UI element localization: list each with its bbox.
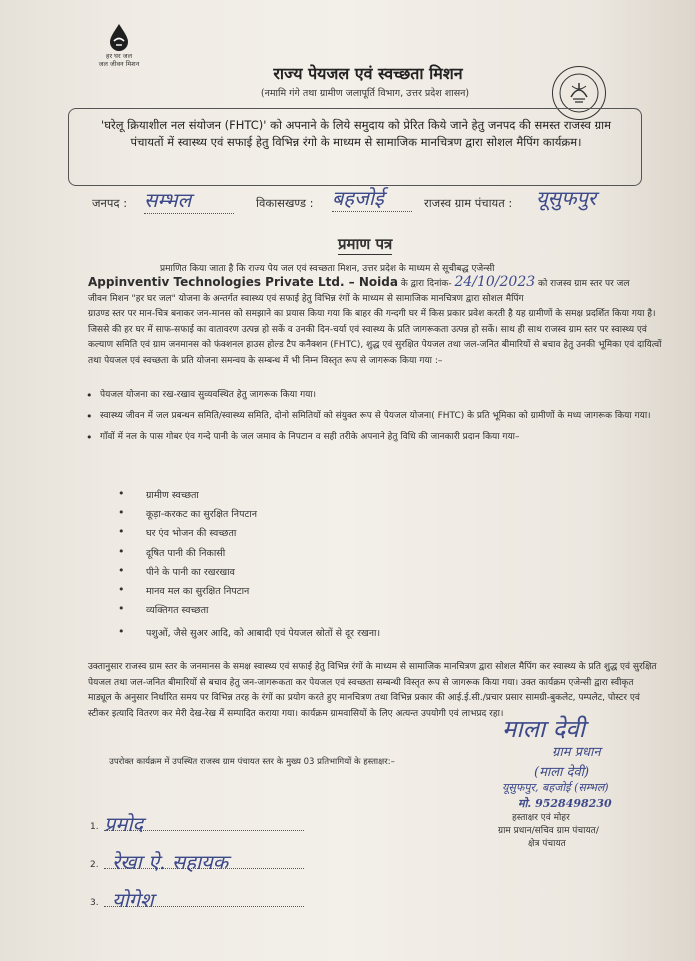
participant-signatures — [90, 812, 410, 926]
department-subtitle: (नमामि गंगे तथा ग्रामीण जलापूर्ति विभाग, उत्तर प्रदेश शासन) — [260, 88, 470, 99]
body-paragraph: ग्राउण्ड स्तर पर मान-चित्र बनाकर जन-मानस को समझाने का प्रयास किया गया कि बाहर की गन्दगी घर में किस प्रकार प्रवेश करती है यह ग्रामीणों के समक्ष प्रदर्शित किया गया है। जिससे की हर घर में साफ-सफाई का वातावरण उत्पन्न हो सकें व उनकी दिन-चर्या एवं स्वास्थ्य के प्रति जागरूकता उत्पन्न हो सकें। साथ ही साथ राजस्व ग्राम स्तर पर स्वास्थ्य एवं कल्याण समिति एवं ग्राम जनमानस को फंक्शनल हाउस होल्ड टैप कनैक्शन (FHTC), शुद्ध एवं सुरक्षित पेयजल तथा जल-जनित बीमारियों से बचाव हेतु उनकी भूमिका एवं दायित्वों तथा पेयजल एवं स्वच्छता के प्रति योजना समन्वय के सम्बन्ध में भी निम्न विस्तृत रूप से जागरूक किया गया :– — [88, 309, 662, 366]
awareness-bullets — [86, 388, 656, 451]
topic-item: • पशुओं, जैसे सुअर आदि, को आबादी एवं पेयजल स्रोतों से दूर रखना। — [118, 626, 380, 645]
company-suffix: के द्वारा दिनांक- — [400, 279, 452, 289]
stamp-mobile: मो. 9528498230 — [518, 797, 612, 810]
participants-note: उपरोक्त कार्यक्रम में उपस्थित राजस्व ग्राम पंचायत स्तर के मुख्य 03 प्रतिभागियों के हस्ताक्षर:– — [109, 757, 395, 767]
program-title-box — [68, 108, 642, 186]
participant-signature: रेखा ऐ. सहायक — [112, 850, 229, 874]
vikaskhand-label: विकासखण्ड : — [256, 196, 314, 210]
handwritten-signature: माला देवी — [502, 715, 585, 743]
certificate-heading: प्रमाण पत्र — [338, 235, 393, 253]
summary-paragraph: उक्तानुसार राजस्व ग्राम स्तर के जनमानस के समक्ष स्वास्थ्य एवं सफाई हेतु विभिन्न रंगों के माध्यम से सामाजिक मानचित्रण द्वारा सोशल मैपिंग कर स्वास्थ्य के प्रति शुद्ध एवं सुरक्षित पेयजल तथा जल-जनित बीमारियों से बचाव हेतु जन-जागरूकता कर पेयजल एवं स्वच्छता सम्बन्धी विस्तृत रूप से जागरूक किया गया। उक्त कार्यक्रम एजेन्सी द्वारा स्वीकृत माड्यूल के अनुसार निर्धारित समय पर विभिन्न तरह के रंगों का प्रयोग करते हुए मानचित्रण तथा विभिन्न प्रकार की आई.ई.सी./प्रचार प्रसार सामग्री-बुकलेट, पम्पलेट, पोस्टर एवं स्टीकर इत्यादि वितरण कर मेरी देख-रेख में सम्पादित कराया गया। कार्यक्रम ग्रामवासियों के लिए अत्यन्त उपयोगी एवं लाभप्रद रहा। — [88, 662, 657, 719]
bullet-item: • स्वास्थ्य जीवन में जल प्रबन्धन समिति/स्वास्थ्य समिति, दोनो समितियों को संयुक्त रूप से पेयजल योजना( FHTC) के प्रति भूमिका को ग्रामीणों के मध्य जागरूक किया गया। — [86, 409, 656, 424]
stamp-caption — [498, 812, 668, 851]
topic-item: • मानव मल का सुरक्षित निपटान — [118, 584, 380, 603]
date-suffix: को राजस्व ग्राम स्तर पर जल — [538, 279, 630, 289]
stamp-role: ग्राम प्रधान — [552, 745, 601, 760]
stamp-caption-line3: क्षेत्र पंचायत — [528, 839, 566, 849]
vikaskhand-value: बहजोई — [332, 184, 412, 212]
participant-signature: प्रमोद — [104, 812, 144, 836]
body-line-1: प्रमाणित किया जाता है कि राज्य पेय जल एवं स्वच्छता मिशन, उत्तर प्रदेश के माध्यम से सूचीबद्ध एजेन्सी — [160, 264, 495, 274]
logo-tagline-1: हर घर जल — [106, 52, 132, 60]
janpad-label: जनपद : — [92, 196, 128, 210]
stamp-place: यूसुफपुर, बहजोई (सम्भल) — [502, 781, 609, 794]
participant-row — [90, 850, 410, 888]
logo-tagline-2: जल जीवन मिशन — [98, 60, 140, 68]
jal-jeevan-logo — [84, 22, 154, 68]
agency-name: Appinventiv Technologies Private Ltd. – Noida — [88, 275, 398, 289]
topic-item: • कूड़ा-करकट का सुरक्षित निपटान — [118, 507, 380, 526]
participant-row — [90, 812, 410, 850]
participant-number: 3. — [90, 898, 99, 908]
program-title-text: 'घरेलू क्रियाशील नल संयोजन (FHTC)' को अपनाने के लिये समुदाय को प्रेरित किये जाने हेतु जनपद की समस्त राजस्व ग्राम पंचायतों में स्वास्थ्य एवं सफाई हेतु विभिन्न रंगो के माध्यम से सामाजिक मानचित्रण द्वारा सोशल मैपिंग कार्यक्रम। — [101, 118, 611, 149]
bullet-item: • पेयजल योजना का रख-रखाव सुव्यवस्थित हेतु जागरूक किया गया। — [86, 388, 656, 403]
panchayat-label: राजस्व ग्राम पंचायत : — [424, 196, 513, 210]
panchayat-value: यूसुफपुर — [536, 186, 597, 210]
participant-number: 2. — [90, 860, 99, 870]
mission-title: राज्य पेयजल एवं स्वच्छता मिशन — [273, 64, 463, 83]
program-date: 24/10/2023 — [454, 274, 536, 290]
participant-row — [90, 888, 410, 926]
topic-item: • व्यक्तिगत स्वच्छता — [118, 603, 380, 622]
janpad-value: सम्भल — [144, 186, 234, 214]
topic-item: • ग्रामीण स्वच्छता — [118, 488, 380, 507]
body-company-line — [88, 275, 663, 293]
stamp-name: (माला देवी) — [534, 765, 590, 780]
sanitation-topics-list — [118, 488, 380, 646]
water-drop-logo-icon — [104, 22, 134, 52]
stamp-caption-line1: हस्ताक्षर एवं मोहर — [512, 813, 570, 823]
body-line-2: जीवन मिशन "हर घर जल" योजना के अन्तर्गत स्वास्थ्य एवं सफाई हेतु विभिन्न रंगों के माध्यम से सामाजिक मानचित्रण द्वारा सोशल मैपिंग — [88, 294, 524, 304]
topic-item: • घर एंव भोजन की स्वच्छता — [118, 526, 380, 545]
bullet-item: • गाँवों में नल के पास गोबर एंव गन्दे पानी के जल जमाव के निपटान व सही तरीके अपनाने हेतु विधि की जानकारी प्रदान किया गया– — [86, 430, 656, 445]
stamp-caption-line2: ग्राम प्रधान/सचिव ग्राम पंचायत/ — [498, 826, 599, 836]
topic-item: • दूषित पानी की निकासी — [118, 546, 380, 565]
participant-signature: योगेश — [112, 888, 154, 912]
topic-item: • पीने के पानी का रखरखाव — [118, 565, 380, 584]
participant-number: 1. — [90, 822, 99, 832]
